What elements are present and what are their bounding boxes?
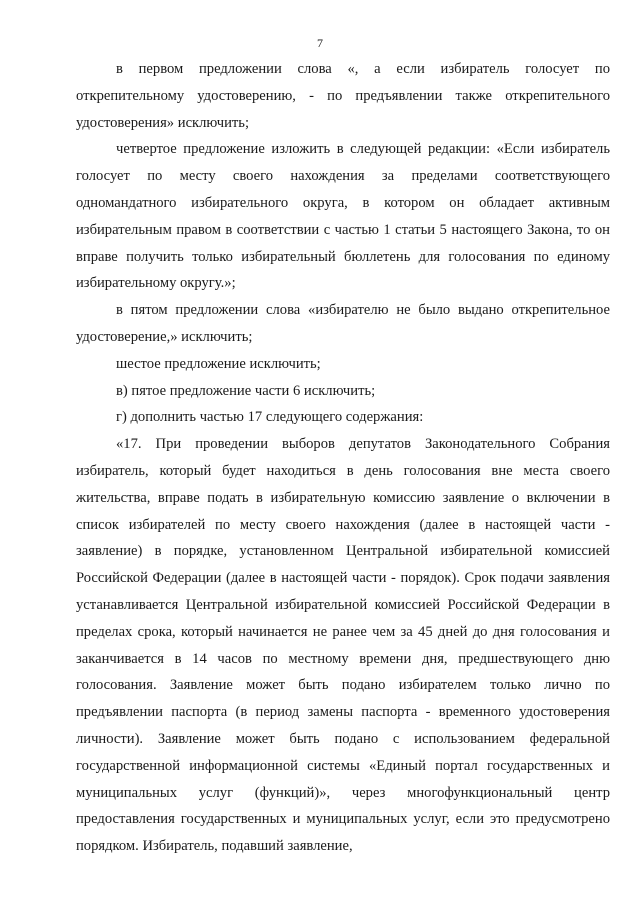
paragraph-first-sentence-amendment: в первом предложении слова «, а если избиратель голосует по открепительному удостоверению, - по предъявлении также открепительного удостоверения» исключить; (76, 61, 610, 131)
paragraph-item-g: г) дополнить частью 17 следующего содержания: (116, 409, 424, 426)
page-number: 7 (317, 36, 323, 50)
document-body (76, 56, 610, 860)
paragraph-sixth-sentence-removal: шестое предложение исключить; (116, 355, 321, 372)
paragraph-part-17: «17. При проведении выборов депутатов Законодательного Собрания избиратель, который будет находиться в день голосования вне места своего жительства, вправе подать в избирательную комиссию заявление о включении в список избирателей по месту своего нахождения (далее в настоящей части - заявление) в порядке, установленном Центральной избирательной комиссией Российской Федерации (далее в настоящей части - порядок). Срок подачи заявления устанавливается Центральной избирательной комиссией Российской Федерации в пределах срока, который начинается не ранее чем за 45 дней до дня голосования и заканчивается в 14 часов по местному времени дня, предшествующего дню голосования. Заявление может быть подано избирателем только лично по предъявлении паспорта (в период замены паспорта - временного удостоверения личности). Заявление может быть подано с использованием федеральной государственной информационной системы «Единый портал государственных и муниципальных услуг (функций)», через многофункциональный центр предоставления государственных и муниципальных услуг, если это предусмотрено порядком. Избиратель, подавший заявление, (76, 436, 610, 855)
paragraph-item-v: в) пятое предложение части 6 исключить; (116, 382, 376, 399)
paragraph-fifth-sentence-amendment: в пятом предложении слова «избирателю не было выдано открепительное удостоверение,» исключить; (76, 302, 610, 345)
paragraph-fourth-sentence-amendment: четвертое предложение изложить в следующей редакции: «Если избиратель голосует по месту своего нахождения за пределами соответствующего одномандатного избирательного округа, в котором он обладает активным избирательным правом в соответствии с частью 1 статьи 5 настоящего Закона, то он вправе получить только избирательный бюллетень для голосования по единому избирательному округу.»; (76, 141, 610, 292)
